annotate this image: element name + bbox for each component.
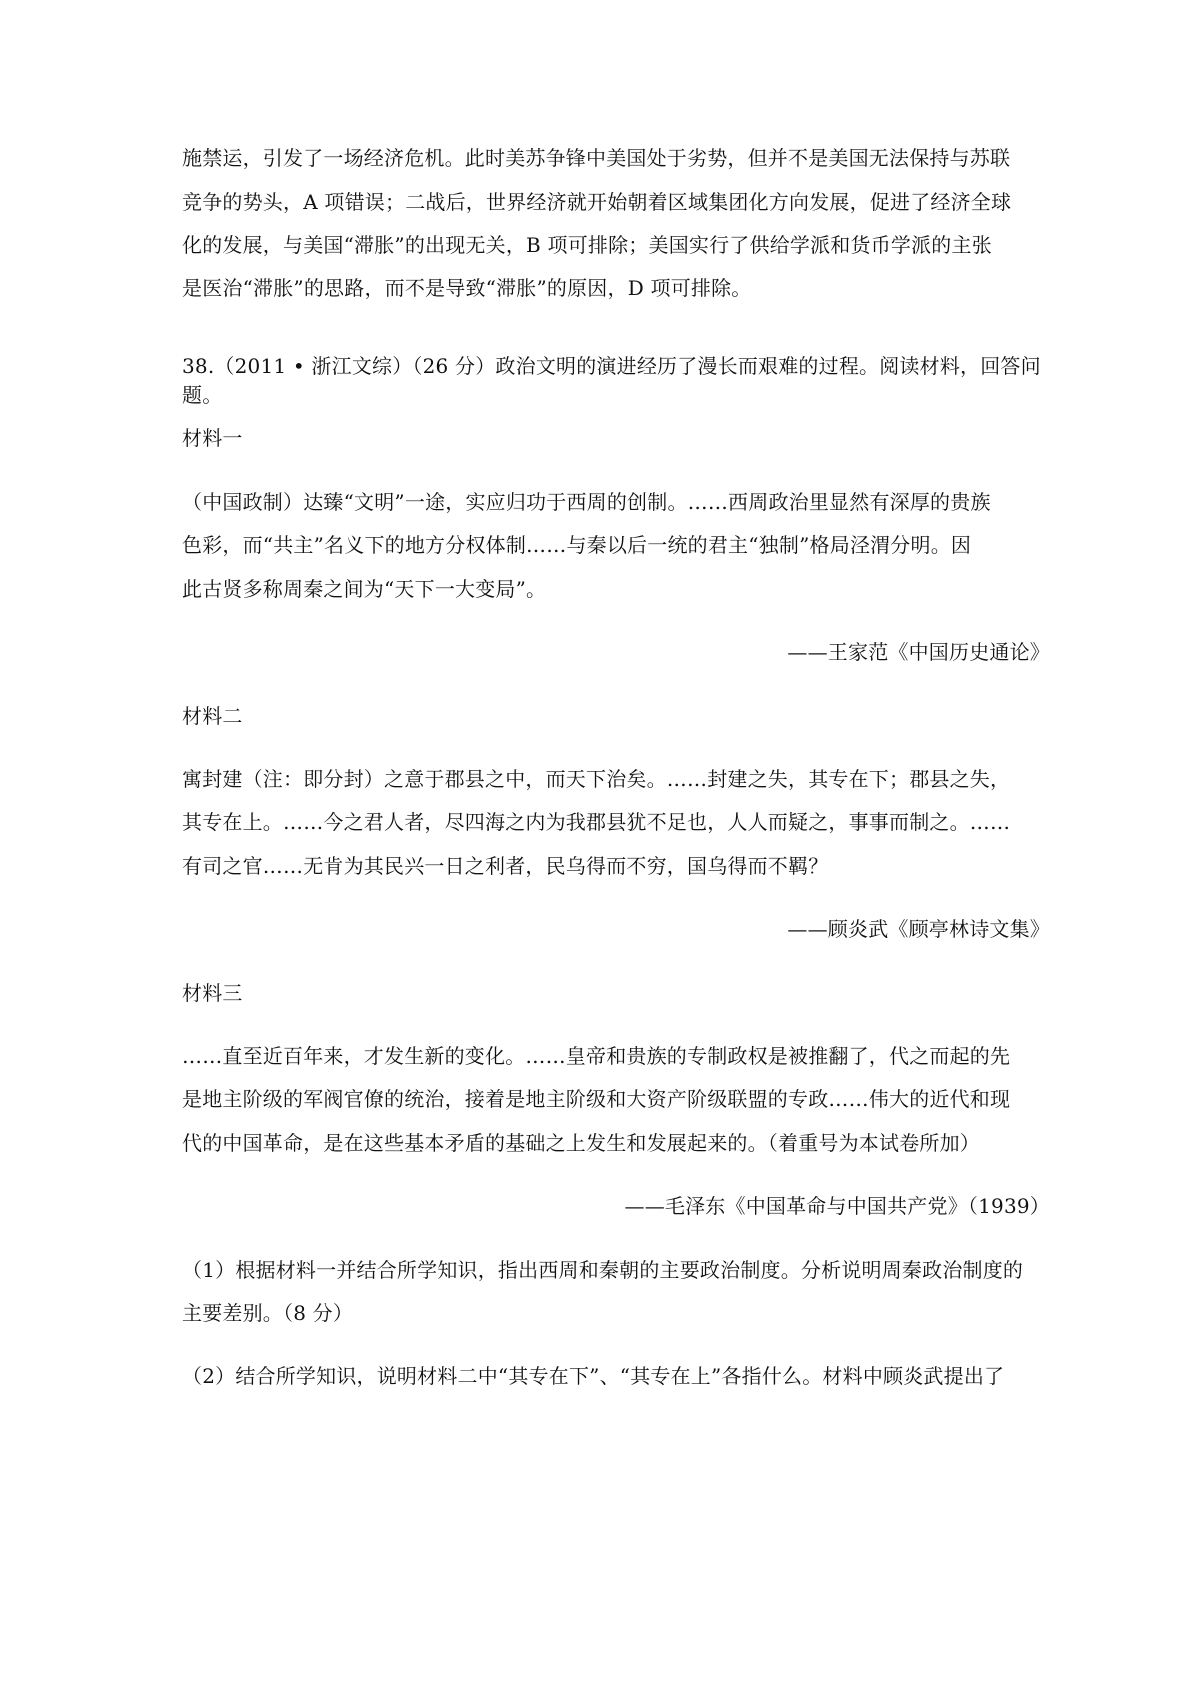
material-text-line: ……直至近百年来，才发生新的变化。……皇帝和贵族的专制政权是被推翻了，代之而起的先: [182, 1044, 1011, 1068]
material-text-line: 其专在上。……今之君人者，尽四海之内为我郡县犹不足也，人人而疑之，事事而制之。……: [182, 810, 1011, 834]
material-text-line: 色彩，而“共主”名义下的地方分权体制……与秦以后一统的君主“独制”格局泾渭分明。因: [182, 533, 972, 557]
material-label: 材料三: [182, 981, 243, 1005]
material-source: ——顾炎武《顾亭林诗文集》: [787, 917, 1050, 941]
material-source: ——王家范《中国历史通论》: [787, 640, 1050, 664]
answer-text-line: 是医治“滞胀”的思路，而不是导致“滞胀”的原因，D 项可排除。: [182, 276, 752, 300]
answer-text-line: 施禁运，引发了一场经济危机。此时美苏争锋中美国处于劣势，但并不是美国无法保持与苏联: [182, 146, 1011, 170]
material-text-line: 此古贤多称周秦之间为“天下一大变局”。: [182, 577, 547, 601]
answer-text-line: 竞争的势头，A 项错误；二战后，世界经济就开始朝着区域集团化方向发展，促进了经济全球: [182, 190, 1012, 214]
material-label: 材料二: [182, 704, 243, 728]
material-text-line: 寓封建（注：即分封）之意于郡县之中，而天下治矣。……封建之失，其专在下；郡县之失，: [182, 767, 1011, 791]
answer-text-line: 化的发展，与美国“滞胀”的出现无关，B 项可排除；美国实行了供给学派和货币学派的主张: [182, 233, 992, 257]
sub-question-1: （1）根据材料一并结合所学知识，指出西周和秦朝的主要政治制度。分析说明周秦政治制度的: [182, 1258, 1024, 1282]
sub-question-2: （2）结合所学知识，说明材料二中“其专在下”、“其专在上”各指什么。材料中顾炎武提出了: [182, 1364, 1005, 1388]
question-stem: 38.（2011 • 浙江文综）（26 分）政治文明的演进经历了漫长而艰难的过程。阅读材料，回答问: [182, 354, 1041, 378]
material-text-line: 有司之官……无肯为其民兴一日之利者，民乌得而不穷，国乌得而不羁？: [182, 854, 829, 878]
question-stem: 题。: [182, 383, 223, 407]
material-source: ——毛泽东《中国革命与中国共产党》（1939）: [624, 1194, 1050, 1218]
material-label: 材料一: [182, 426, 243, 450]
sub-question-1: 主要差别。（8 分）: [182, 1301, 354, 1325]
material-text-line: 代的中国革命，是在这些基本矛盾的基础之上发生和发展起来的。（着重号为本试卷所加）: [182, 1131, 980, 1155]
material-text-line: （中国政制）达臻“文明”一途，实应归功于西周的创制。……西周政治里显然有深厚的贵族: [182, 490, 991, 514]
material-text-line: 是地主阶级的军阀官僚的统治，接着是地主阶级和大资产阶级联盟的专政……伟大的近代和现: [182, 1087, 1011, 1111]
